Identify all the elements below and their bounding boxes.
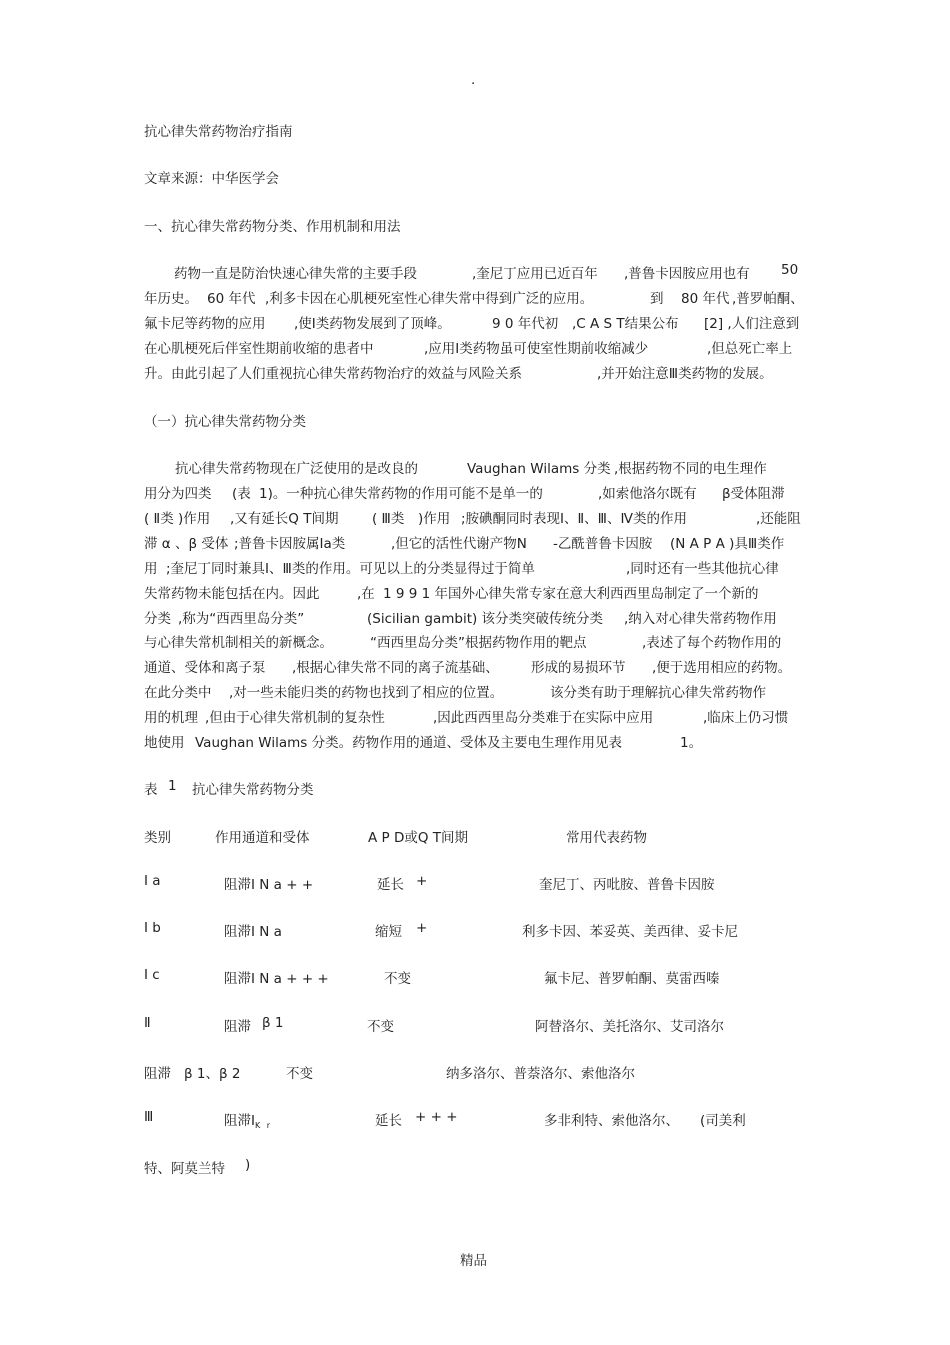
cell-apd: 延长 <box>377 877 404 893</box>
text-segment: ,在 <box>357 586 375 602</box>
text-segment: ,对一些未能归类的药物也找到了相应的位置。 <box>229 685 504 701</box>
text-segment: ,因此西西里岛分类难于在实际中应用 <box>433 710 654 726</box>
text-segment: ,根据药物不同的电生理作 <box>614 461 767 477</box>
text-segment: ;奎尼丁同时兼具Ⅰ、Ⅲ类的作用。可见以上的分类显得过于简单 <box>166 561 535 577</box>
cell-channel <box>224 1109 272 1130</box>
cell-channel-text: 阻滞Ⅰ <box>224 1113 255 1129</box>
cell-channel-subscript: K r <box>254 1121 273 1130</box>
text-segment: ,应用Ⅰ类药物虽可使室性期前收缩减少 <box>424 341 649 357</box>
text-segment: 通道、受体和离子泵 <box>144 660 266 676</box>
text-segment: ,但它的活性代谢产物N <box>391 536 527 552</box>
text-segment: ,同时还有一些其他抗心律 <box>626 561 779 577</box>
text-segment: -乙酰普鲁卡因胺 <box>553 536 653 552</box>
text-segment: 药物一直是防治快速心律失常的主要手段 <box>174 266 417 282</box>
continuation-text: 特、阿莫兰特 <box>144 1161 225 1177</box>
cell-apd: 不变 <box>384 971 411 987</box>
caption-label: 表 <box>144 782 158 798</box>
cell-class: Ⅰ b <box>144 920 161 936</box>
text-segment: ,使Ⅰ类药物发展到了顶峰。 <box>294 316 451 332</box>
cell-channel: 阻滞Ⅰ N a <box>224 924 282 940</box>
column-header: 作用通道和受体 <box>215 830 310 846</box>
cell-drugs: 利多卡因、苯妥英、美西律、妥卡尼 <box>522 924 738 940</box>
cell-channel: 阻滞Ⅰ N a + + <box>224 877 314 893</box>
text-segment: 形成的易损环节 <box>531 660 626 676</box>
cell-apd-mark: + + + <box>415 1109 458 1125</box>
text-segment: 60 年代 <box>207 291 256 307</box>
text-segment: ,便于选用相应的药物。 <box>652 660 792 676</box>
text-segment: 滞 α 、β 受体 <box>144 536 229 552</box>
text-segment: 失常药物未能包括在内。因此 <box>144 586 320 602</box>
text-segment: 氟卡尼等药物的应用 <box>144 316 266 332</box>
cell-apd: 延长 <box>375 1113 402 1129</box>
text-segment: 升。由此引起了人们重视抗心律失常药物治疗的效益与风险关系 <box>144 366 522 382</box>
text-segment: [2] ,人们注意到 <box>704 316 800 332</box>
cell-apd-mark: + <box>416 873 428 889</box>
text-segment: ,纳入对心律失常药物作用 <box>624 611 777 627</box>
text-segment: β受体阻滞 <box>722 486 785 502</box>
text-segment: 到 <box>650 291 664 307</box>
cell-channel: 阻滞Ⅰ N a + + + <box>224 971 329 987</box>
cell-drugs: 多非利特、索他洛尔、 <box>544 1113 679 1129</box>
text-segment: ,但由于心律失常机制的复杂性 <box>205 710 385 726</box>
cell-apd: 不变 <box>286 1066 313 1082</box>
text-segment: (Sicilian gambit) 该分类突破传统分类 <box>367 611 604 627</box>
text-segment: ,表述了每个药物作用的 <box>642 635 782 651</box>
text-segment: ,还能阻 <box>756 511 801 527</box>
cell-apd: 不变 <box>367 1019 394 1035</box>
text-segment: ;胺碘酮同时表现Ⅰ、Ⅱ、Ⅲ、Ⅳ类的作用 <box>461 511 687 527</box>
text-segment: 1 9 9 1 年国外心律失常专家在意大利西西里岛制定了一个新的 <box>383 586 759 602</box>
text-segment: )作用 <box>418 511 451 527</box>
text-segment: 用 <box>144 561 158 577</box>
cell-channel: β 1、β 2 <box>184 1066 241 1082</box>
cell-drugs: 氟卡尼、普罗帕酮、莫雷西嗪 <box>544 971 720 987</box>
caption-title: 抗心律失常药物分类 <box>192 782 314 798</box>
text-segment: ( Ⅱ类 )作用 <box>144 511 211 527</box>
cell-drugs: 阿替洛尔、美托洛尔、艾司洛尔 <box>535 1019 724 1035</box>
text-segment: 在心肌梗死后伴室性期前收缩的患者中 <box>144 341 374 357</box>
text-segment: 抗心律失常药物现在广泛使用的是改良的 <box>175 461 418 477</box>
cell-channel-beta: β 1 <box>262 1015 284 1031</box>
text-segment: 年历史。 <box>144 291 198 307</box>
text-segment: ,临床上仍习惯 <box>703 710 789 726</box>
header-mark: · <box>471 76 476 92</box>
text-segment: ,如索他洛尔既有 <box>598 486 697 502</box>
text-segment: ,又有延长Q T间期 <box>230 511 339 527</box>
text-segment: ,根据心律失常不同的离子流基础、 <box>292 660 499 676</box>
cell-class: 阻滞 <box>144 1066 171 1082</box>
text-segment: ,C A S T结果公布 <box>572 316 679 332</box>
text-segment: “西西里岛分类”根据药物作用的靶点 <box>370 635 587 651</box>
text-segment: 分类 <box>144 611 171 627</box>
text-segment: ( Ⅲ类 <box>372 511 405 527</box>
text-segment: Vaughan Wilams 分类 <box>467 461 611 477</box>
text-segment: ,称为“西西里岛分类” <box>178 611 305 627</box>
text-segment: ,利多卡因在心肌梗死室性心律失常中得到广泛的应用。 <box>265 291 594 307</box>
text-segment: 9 0 年代初 <box>492 316 559 332</box>
cell-channel: 阻滞 <box>224 1019 251 1035</box>
text-segment: 用的机理 <box>144 710 198 726</box>
text-segment: (表 <box>232 486 251 502</box>
text-segment: (N A P A )具Ⅲ类作 <box>670 536 785 552</box>
cell-apd: 缩短 <box>375 924 402 940</box>
text-segment: 该分类有助于理解抗心律失常药物作 <box>550 685 766 701</box>
text-segment: 1。 <box>680 735 703 751</box>
text-segment: 地使用 <box>144 735 185 751</box>
page-footer: 精品 <box>460 1253 487 1269</box>
cell-class: Ⅰ a <box>144 873 161 889</box>
cell-class: Ⅱ <box>144 1015 151 1031</box>
text-segment: ,奎尼丁应用已近百年 <box>472 266 598 282</box>
text-segment: 1)。一种抗心律失常药物的作用可能不是单一的 <box>259 486 543 502</box>
text-segment: ,普罗帕酮、 <box>732 291 804 307</box>
column-header: 类别 <box>144 830 171 846</box>
text-segment: ,但总死亡率上 <box>707 341 793 357</box>
cell-apd-mark: + <box>416 920 428 936</box>
text-segment: 在此分类中 <box>144 685 212 701</box>
column-header: A P D或Q T间期 <box>368 830 469 846</box>
cell-drugs: 奎尼丁、丙吡胺、普鲁卡因胺 <box>539 877 715 893</box>
cell-drugs-cont: (司美利 <box>700 1113 746 1129</box>
text-segment: 用分为四类 <box>144 486 212 502</box>
article-source: 文章来源：中华医学会 <box>144 171 279 187</box>
cell-class: Ⅲ <box>144 1109 154 1125</box>
text-segment: ;普鲁卡因胺属Ⅰa类 <box>234 536 346 552</box>
section-heading: 一、抗心律失常药物分类、作用机制和用法 <box>144 219 401 235</box>
cell-drugs: 纳多洛尔、普萘洛尔、索他洛尔 <box>446 1066 635 1082</box>
text-segment: 与心律失常机制相关的新概念。 <box>144 635 333 651</box>
cell-class: Ⅰ c <box>144 967 160 983</box>
continuation-paren: ) <box>245 1157 251 1173</box>
text-segment: Vaughan Wilams 分类。药物作用的通道、受体及主要电生理作用见表 <box>195 735 623 751</box>
subsection-heading: （一）抗心律失常药物分类 <box>144 414 306 430</box>
text-segment: 80 年代 <box>681 291 730 307</box>
page-title: 抗心律失常药物治疗指南 <box>144 124 293 140</box>
caption-number: 1 <box>168 778 177 794</box>
text-segment: ,普鲁卡因胺应用也有 <box>624 266 750 282</box>
column-header: 常用代表药物 <box>566 830 647 846</box>
text-segment: 50 <box>781 262 799 278</box>
text-segment: ,并开始注意Ⅲ类药物的发展。 <box>597 366 773 382</box>
